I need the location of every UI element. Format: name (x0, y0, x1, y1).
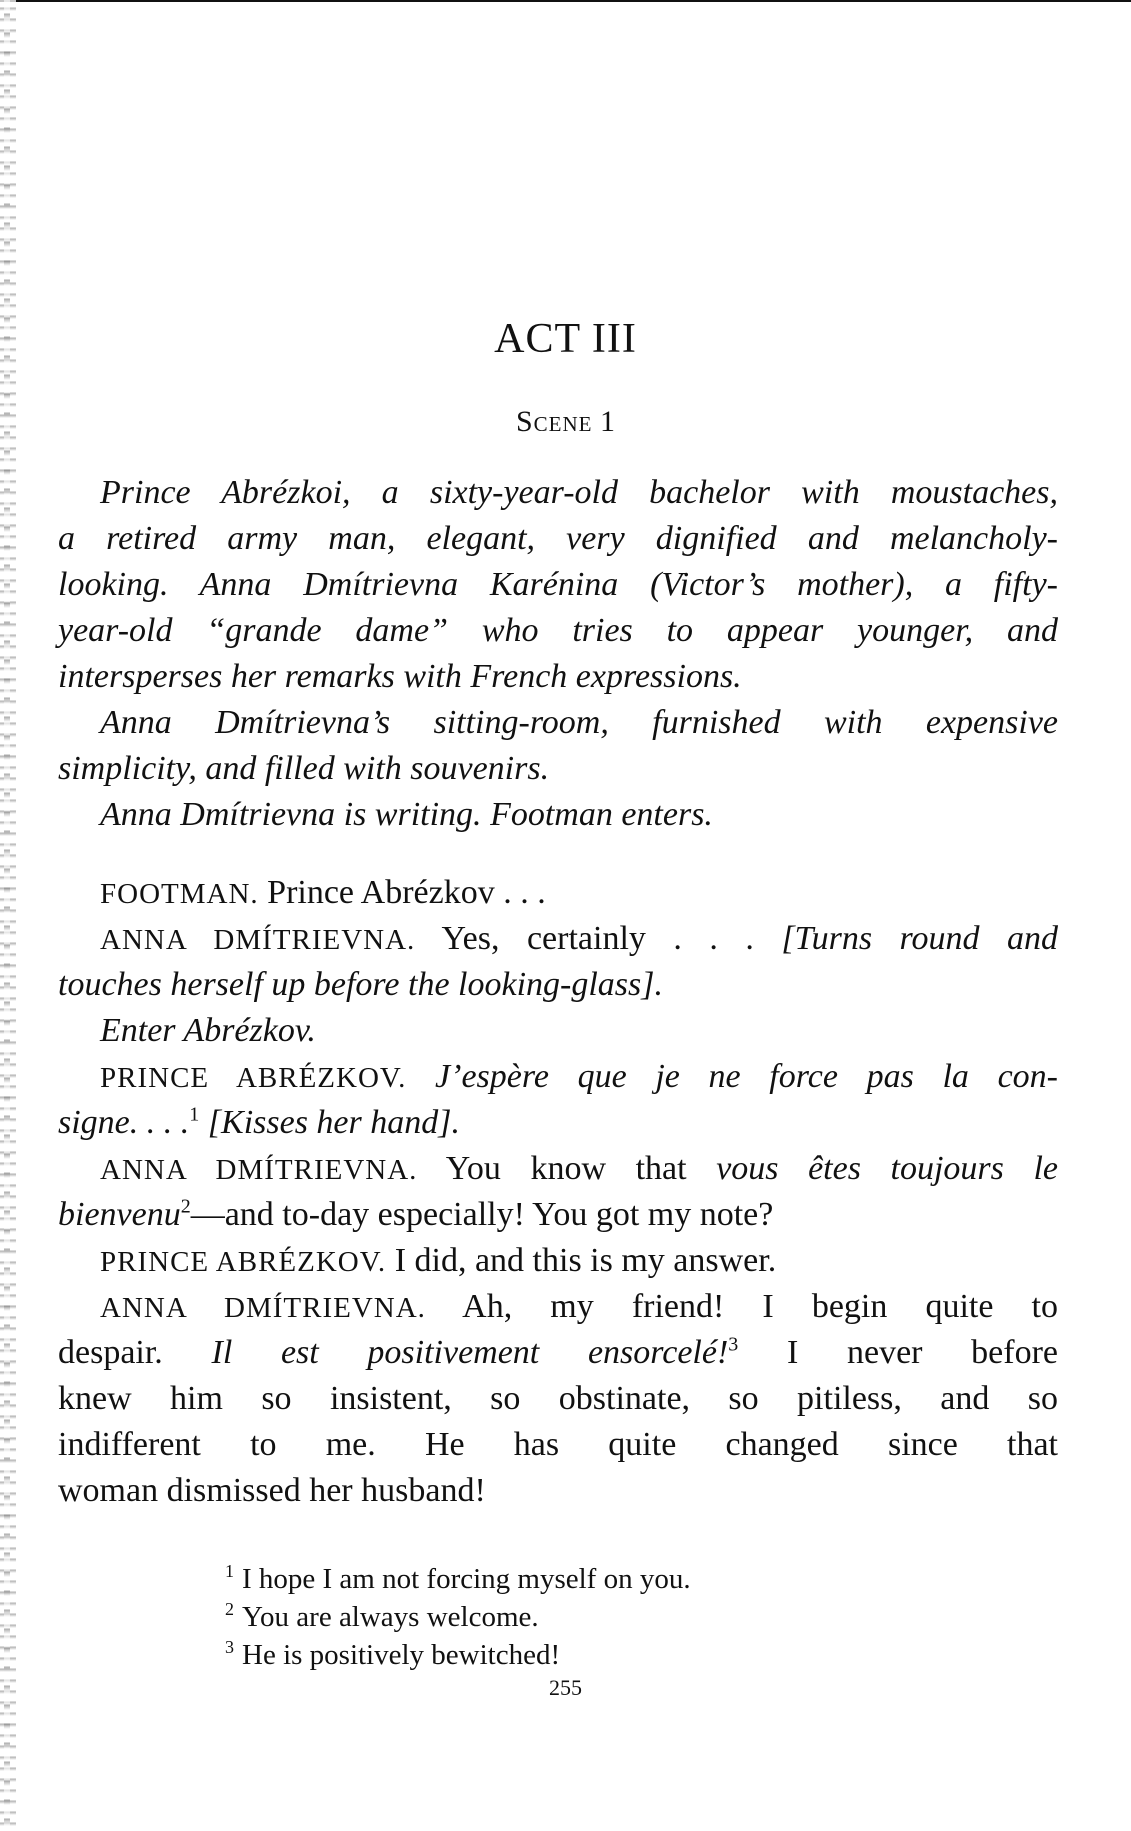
desc-line-4c: who tries to appear younger, and (481, 612, 1059, 649)
top-edge-line (0, 0, 1131, 2)
anna-line-2c: bienvenu (58, 1196, 181, 1233)
desc-line-8 (58, 792, 1058, 838)
dialogue-anna-1 (58, 916, 1058, 962)
dialogue-anna-2 (58, 1146, 1058, 1192)
footnote-2 (225, 1598, 925, 1636)
desc-line-8b: Footman enters. (490, 796, 713, 833)
dialogue-anna-3-l4: indifferent to me. He has quite changed since that (58, 1426, 1058, 1463)
anna-line-3: Ah, my friend! I begin quite to (462, 1288, 1058, 1325)
speaker-prince: PRINCE ABRÉZKOV. (100, 1246, 387, 1278)
dialogue-prince-2 (58, 1238, 1058, 1284)
speaker-anna: ANNA DMÍTRIEVNA. (100, 1154, 418, 1186)
footman-line: Prince Abrézkov . . . (267, 874, 546, 911)
footnote-text: I hope I am not forcing myself on you. (242, 1563, 691, 1595)
anna-line-1: Yes, certainly . . . (441, 920, 754, 957)
anna-line-3a: despair. (58, 1334, 163, 1371)
speaker-anna: ANNA DMÍTRIEVNA. (100, 924, 416, 956)
speaker-prince: PRINCE ABRÉZKOV. (100, 1062, 407, 1094)
footnote-ref-1: 1 (189, 1103, 200, 1126)
stage-direction: [Turns round and (781, 920, 1058, 957)
anna-line-3b: Il est positivement ensorcelé! (211, 1334, 729, 1371)
desc-line-5: intersperses her remarks with French expressions. (58, 658, 742, 695)
prince-line-1: J’espère que je ne force pas la con- (435, 1058, 1059, 1095)
footnote-text: You are always welcome. (242, 1601, 539, 1633)
footnote-ref-2: 2 (180, 1195, 191, 1218)
dialogue-anna-3-l2 (58, 1330, 1058, 1376)
dialogue-footman (58, 870, 1058, 916)
speaker-footman: FOOTMAN. (100, 878, 259, 910)
footnote-ref-3: 3 (728, 1333, 739, 1356)
dialogue-anna-2-cont (58, 1192, 1058, 1238)
anna-line-2b: vous êtes toujours le (716, 1150, 1059, 1187)
stage-direction-kiss: [Kisses her hand]. (207, 1104, 460, 1141)
footnote-number: 2 (225, 1599, 234, 1620)
dialogue-prince-1 (58, 1054, 1058, 1100)
dialogue-prince-1-cont (58, 1100, 1058, 1146)
binding-edge-speckle (4, 0, 10, 1831)
desc-line-2: a retired army man, elegant, very dignified and melancholy- (58, 520, 1058, 557)
desc-line-1: Prince Abrézkoi, a sixty-year-old bachelor with moustaches, (100, 474, 1058, 511)
dialogue-anna-1-cont: touches herself up before the looking-glass]. (58, 966, 663, 1003)
page-number: 255 (549, 1675, 582, 1700)
prince-line-2: I did, and this is my answer. (394, 1242, 777, 1279)
footnote-text: He is positively bewitched! (242, 1639, 561, 1671)
anna-line-2a: You know that (445, 1150, 687, 1187)
desc-line-4 (58, 608, 1058, 654)
scene-number: 1 (600, 405, 615, 438)
desc-line-4a: year-old (58, 612, 173, 649)
dialogue-anna-3-l3: knew him so insistent, so obstinate, so pitiless, and so (58, 1380, 1058, 1417)
desc-line-7: simplicity, and filled with souvenirs. (58, 750, 550, 787)
desc-line-3a: looking. (58, 566, 169, 603)
footnote-1 (225, 1560, 925, 1598)
enter-abrezkov: Enter Abrézkov. (100, 1012, 316, 1049)
act-heading: ACT III (494, 316, 637, 362)
desc-line-3b: Anna Dmítrievna Karénina (Victor’s mother), a fifty- (199, 566, 1058, 603)
footnote-3 (225, 1636, 925, 1674)
scene-heading (0, 405, 1131, 439)
desc-line-6: Anna Dmítrievna’s sitting-room, furnished with expensive (100, 704, 1058, 741)
footnote-number: 3 (225, 1637, 234, 1658)
dialogue-anna-3 (58, 1284, 1058, 1330)
scene-word: Scene (515, 405, 593, 438)
desc-line-3 (58, 562, 1058, 608)
dialogue-anna-3-l5: woman dismissed her husband! (58, 1472, 486, 1509)
footnote-number: 1 (225, 1561, 234, 1582)
prince-line-1-cont: signe. . . . (58, 1104, 190, 1141)
desc-line-8a: Anna Dmítrievna is writing. (100, 796, 482, 833)
speaker-anna: ANNA DMÍTRIEVNA. (100, 1292, 426, 1324)
desc-line-4b: “grande dame” (206, 612, 448, 649)
anna-line-2d: —and to-day especially! You got my note? (190, 1196, 774, 1233)
anna-line-3c: I never before (786, 1334, 1058, 1371)
